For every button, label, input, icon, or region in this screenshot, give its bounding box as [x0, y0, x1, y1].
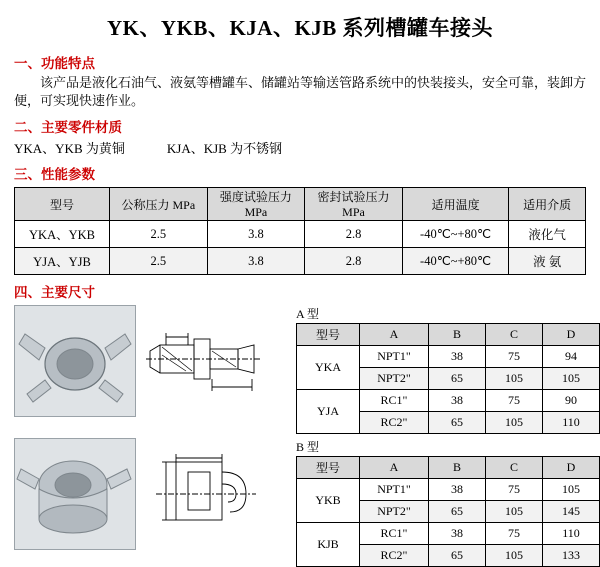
perf-r0-nominal: 2.5	[110, 221, 208, 248]
perf-r0-medium: 液化气	[509, 221, 586, 248]
dim-b-kjb-r0-a: RC1"	[360, 523, 429, 545]
dim-a-model-yja: YJA	[297, 390, 360, 434]
perf-header-nominal-pressure: 公称压力 MPa	[110, 188, 208, 221]
dim-block-b	[282, 438, 600, 567]
section-1-heading: 一、功能特点	[14, 56, 95, 71]
perf-r0-model: YKA、YKB	[15, 221, 110, 248]
dim-a-yka-r0-b: 38	[429, 346, 486, 368]
dim-b-model-ykb: YKB	[297, 479, 360, 523]
dim-b-ykb-r1-b: 65	[429, 501, 486, 523]
dim-b-ykb-r0-b: 38	[429, 479, 486, 501]
dim-table-a-label: A 型	[296, 307, 320, 321]
material-brass: YKA、YKB 为黄铜	[14, 141, 125, 156]
dim-a-yka-r1-c: 105	[486, 368, 543, 390]
dim-b-ykb-r0-c: 75	[486, 479, 543, 501]
dim-b-kjb-r1-c: 105	[486, 545, 543, 567]
perf-r1-seal: 2.8	[305, 248, 403, 275]
table-row	[297, 479, 600, 501]
section-1-body: 该产品是液化石油气、液氨等槽罐车、储罐站等输送管路系统中的快装接头，安全可靠，装卸方便，可实现快速作业。	[14, 75, 587, 108]
dim-a-header-c: C	[486, 324, 543, 346]
material-steel: KJA、KJB 为不锈钢	[166, 141, 283, 156]
dim-a-yja-r0-c: 75	[486, 390, 543, 412]
table-header-row	[15, 188, 586, 221]
section-4-heading: 四、主要尺寸	[14, 285, 95, 300]
table-row	[15, 248, 586, 275]
dim-b-header-model: 型号	[297, 457, 360, 479]
dim-a-yka-r1-d: 105	[543, 368, 600, 390]
dim-a-yka-r0-c: 75	[486, 346, 543, 368]
dim-a-yka-r1-a: NPT2"	[360, 368, 429, 390]
dim-a-header-b: B	[429, 324, 486, 346]
dim-b-ykb-r1-a: NPT2"	[360, 501, 429, 523]
page-title: YK、YKB、KJA、KJB 系列槽罐车接头	[106, 16, 494, 40]
dim-b-kjb-r0-d: 110	[543, 523, 600, 545]
dim-b-ykb-r0-a: NPT1"	[360, 479, 429, 501]
dim-a-yja-r1-b: 65	[429, 412, 486, 434]
photo-coupling-a	[14, 305, 136, 417]
perf-header-temperature: 适用温度	[402, 188, 509, 221]
dim-a-yja-r1-d: 110	[543, 412, 600, 434]
section-2-heading: 二、主要零件材质	[14, 120, 122, 135]
perf-header-model: 型号	[15, 188, 110, 221]
table-header-row	[297, 457, 600, 479]
perf-r0-strength: 3.8	[207, 221, 305, 248]
dim-a-yja-r1-c: 105	[486, 412, 543, 434]
perf-header-strength-test: 强度试验压力 MPa	[207, 188, 305, 221]
dim-a-yka-r0-a: NPT1"	[360, 346, 429, 368]
figure-row-b	[14, 438, 600, 567]
drawing-coupling-a	[142, 305, 270, 415]
dim-b-header-a: A	[360, 457, 429, 479]
dim-a-yja-r0-d: 90	[543, 390, 600, 412]
dim-a-yja-r0-a: RC1"	[360, 390, 429, 412]
photo-coupling-b	[14, 438, 136, 550]
perf-r1-strength: 3.8	[207, 248, 305, 275]
section-3-heading: 三、性能参数	[14, 167, 95, 182]
dim-b-ykb-r0-d: 105	[543, 479, 600, 501]
dim-b-header-c: C	[486, 457, 543, 479]
perf-header-medium: 适用介质	[509, 188, 586, 221]
dim-b-kjb-r1-d: 133	[543, 545, 600, 567]
dim-b-kjb-r0-c: 75	[486, 523, 543, 545]
table-row	[297, 523, 600, 545]
dim-b-ykb-r1-c: 105	[486, 501, 543, 523]
dim-b-header-d: D	[543, 457, 600, 479]
dim-a-header-d: D	[543, 324, 600, 346]
drawing-coupling-b	[142, 438, 270, 548]
section-2-body	[14, 138, 600, 157]
table-row	[297, 390, 600, 412]
dim-a-yja-r1-a: RC2"	[360, 412, 429, 434]
dim-b-kjb-r1-a: RC2"	[360, 545, 429, 567]
dim-block-a	[282, 305, 600, 434]
dimension-table-a	[296, 323, 600, 434]
table-row	[297, 346, 600, 368]
figure-row-a	[14, 305, 600, 434]
table-header-row	[297, 324, 600, 346]
dim-b-kjb-r1-b: 65	[429, 545, 486, 567]
dim-a-header-a: A	[360, 324, 429, 346]
perf-r1-nominal: 2.5	[110, 248, 208, 275]
perf-r1-medium: 液 氨	[509, 248, 586, 275]
dim-a-yka-r1-b: 65	[429, 368, 486, 390]
dim-a-model-yka: YKA	[297, 346, 360, 390]
perf-r1-model: YJA、YJB	[15, 248, 110, 275]
performance-table	[14, 187, 586, 275]
dimension-table-b	[296, 456, 600, 567]
dim-a-header-model: 型号	[297, 324, 360, 346]
dim-a-yja-r0-b: 38	[429, 390, 486, 412]
dim-b-model-kjb: KJB	[297, 523, 360, 567]
perf-r0-temp: -40℃~+80℃	[402, 221, 509, 248]
perf-header-seal-test: 密封试验压力 MPa	[305, 188, 403, 221]
table-row	[15, 221, 586, 248]
perf-r0-seal: 2.8	[305, 221, 403, 248]
dim-b-ykb-r1-d: 145	[543, 501, 600, 523]
dim-table-b-label: B 型	[296, 440, 320, 454]
dim-b-kjb-r0-b: 38	[429, 523, 486, 545]
perf-r1-temp: -40℃~+80℃	[402, 248, 509, 275]
dim-b-header-b: B	[429, 457, 486, 479]
dim-a-yka-r0-d: 94	[543, 346, 600, 368]
